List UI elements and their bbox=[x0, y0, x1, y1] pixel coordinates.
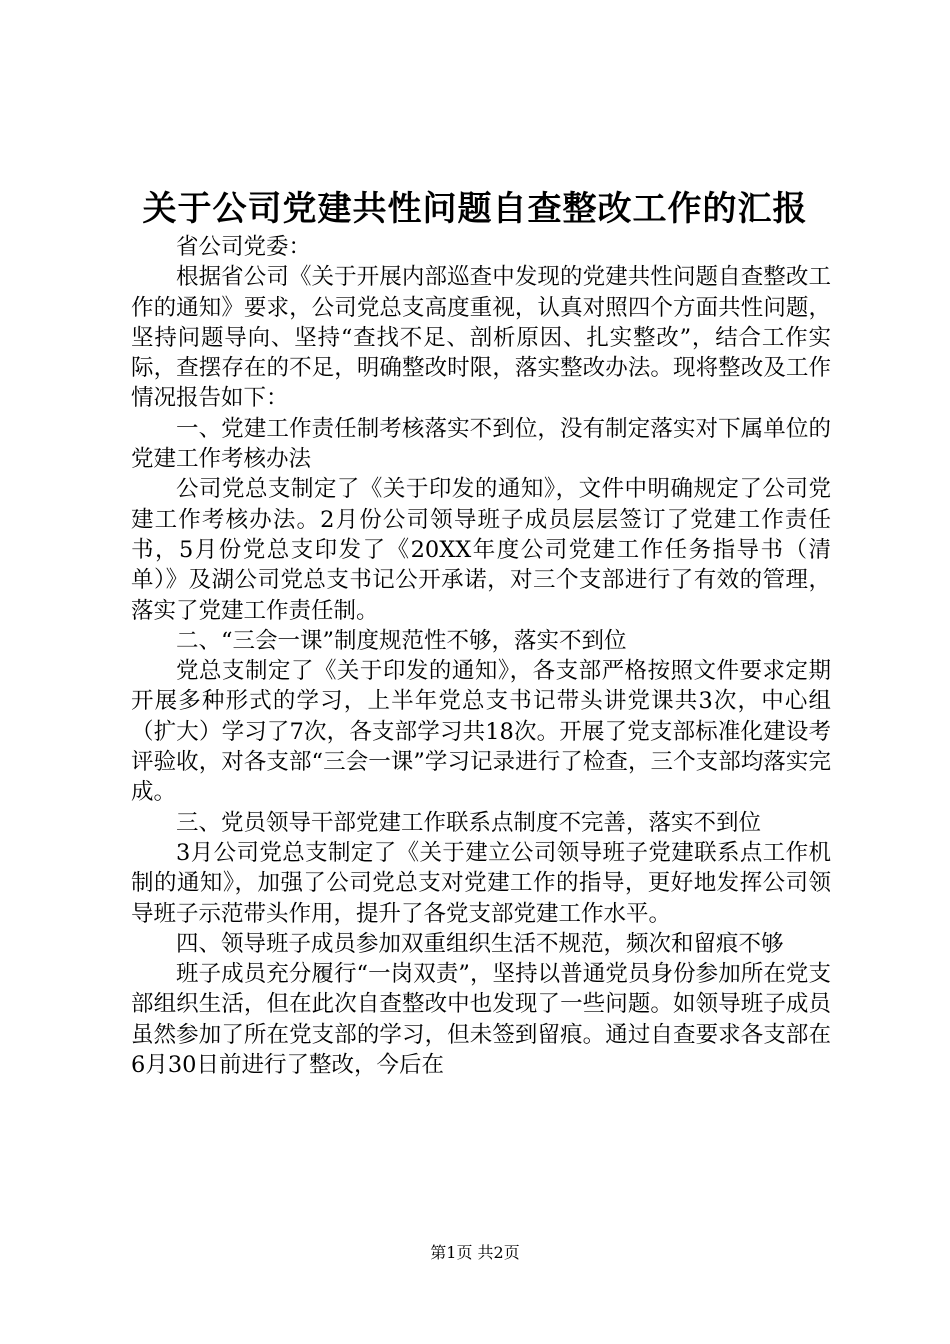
paragraph-section-4: 班子成员充分履行“一岗双责”，坚持以普通党员身份参加所在党支部组织生活，但在此次自查整改中也发现了一些问题。如领导班子成员虽然参加了所在党支部的学习，但未签到留痕。通过自查要求各支部在6月30日前进行了整改，今后在 bbox=[131, 961, 831, 1079]
section-heading-4: 四、领导班子成员参加双重组织生活不规范，频次和留痕不够 bbox=[176, 930, 784, 957]
section-heading-1: 一、党建工作责任制考核落实不到位，没有制定落实对下属单位的党建工作考核办法 bbox=[131, 415, 831, 473]
paragraph-section-2: 党总支制定了《关于印发的通知》，各支部严格按照文件要求定期开展多种形式的学习，上半年党总支书记带头讲党课共3次，中心组（扩大）学习了7次，各支部学习共18次。开展了党支部标准化建设考评验收，对各支部“三会一课”学习记录进行了检查，三个支部均落实完成。 bbox=[131, 658, 831, 806]
paragraph-intro: 根据省公司《关于开展内部巡查中发现的党建共性问题自查整改工作的通知》要求，公司党总支高度重视，认真对照四个方面共性问题，坚持问题导向、坚持“查找不足、剖析原因、扎实整改”，结合工作实际，查摆存在的不足，明确整改时限，落实整改办法。现将整改及工作情况报告如下： bbox=[131, 264, 831, 412]
section-heading-2: 二、“三会一课”制度规范性不够，落实不到位 bbox=[176, 627, 627, 654]
section-heading-3: 三、党员领导干部党建工作联系点制度不完善，落实不到位 bbox=[176, 809, 762, 836]
salutation: 省公司党委： bbox=[176, 234, 312, 260]
document-body bbox=[131, 232, 831, 1080]
page-number-footer: 第1页 共2页 bbox=[430, 1243, 520, 1262]
document-title: 关于公司党建共性问题自查整改工作的汇报 bbox=[142, 189, 808, 229]
paragraph-section-3: 3月公司党总支制定了《关于建立公司领导班子党建联系点工作机制的通知》，加强了公司党总支对党建工作的指导，更好地发挥公司领导班子示范带头作用，提升了各党支部党建工作水平。 bbox=[131, 839, 831, 927]
paragraph-section-1: 公司党总支制定了《关于印发的通知》，文件中明确规定了公司党建工作考核办法。2月份公司领导班子成员层层签订了党建工作责任书，5月份党总支印发了《20XX年度公司党建工作任务指导书（清单）》及湖公司党总支书记公开承诺，对三个支部进行了有效的管理，落实了党建工作责任制。 bbox=[131, 476, 831, 624]
